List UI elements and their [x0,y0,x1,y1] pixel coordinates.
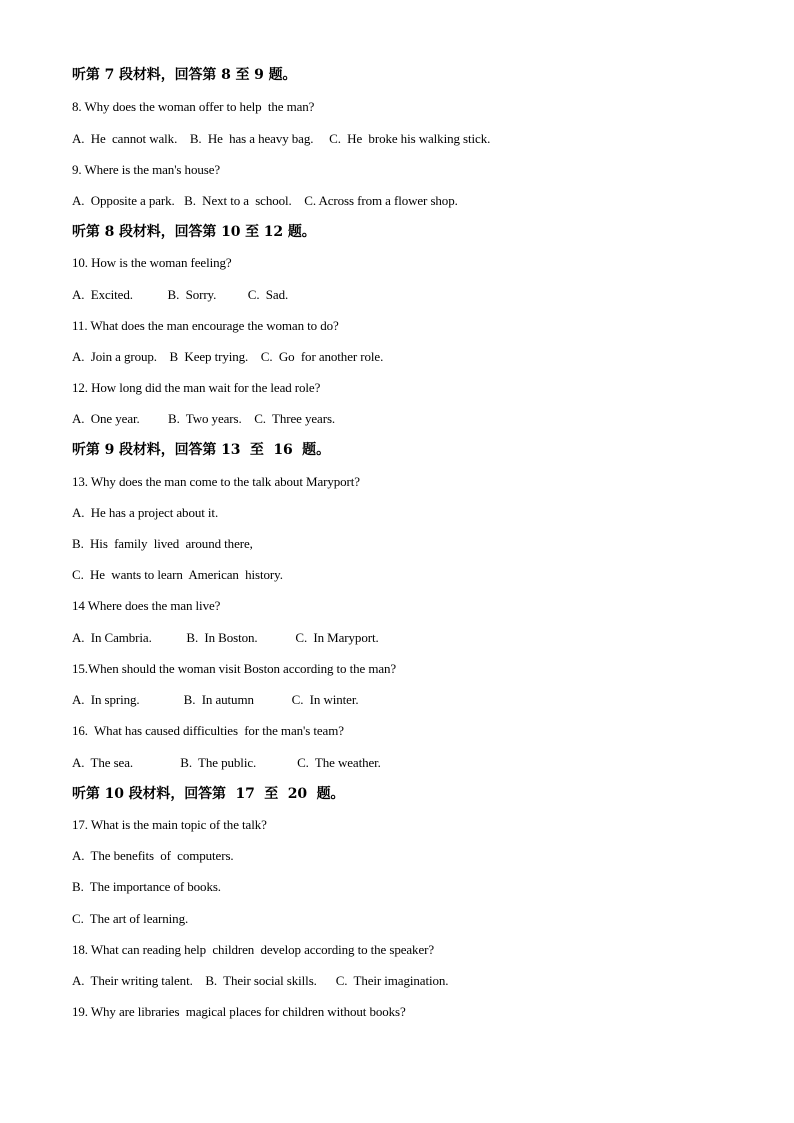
question-16-options: A. The sea. B. The public. C. The weather. [72,755,381,770]
question-17-option-b: B. The importance of books. [72,879,221,894]
section-heading-7: 听第 7 段材料，回答第 8 至 9 题。 [72,67,297,83]
question-13-option-b: B. His family lived around there, [72,536,253,551]
section-heading-8: 听第 8 段材料，回答第 10 至 12 题。 [72,224,316,240]
question-11: 11. What does the man encourage the woman to do? [72,318,339,333]
question-17-option-a: A. The benefits of computers. [72,848,234,863]
question-18: 18. What can reading help children develop according to the speaker? [72,942,435,957]
question-15-options: A. In spring. B. In autumn C. In winter. [72,692,359,707]
question-8-options: A. He cannot walk. B. He has a heavy bag. C. He broke his walking stick. [72,131,491,146]
question-15: 15.When should the woman visit Boston according to the man? [72,661,397,676]
question-9-options: A. Opposite a park. B. Next to a school. C. Across from a flower shop. [72,193,458,208]
question-9: 9. Where is the man's house? [72,162,221,177]
question-13-option-c: C. He wants to learn American history. [72,567,283,582]
question-17-option-c: C. The art of learning. [72,911,189,926]
question-14: 14 Where does the man live? [72,598,221,613]
question-17: 17. What is the main topic of the talk? [72,817,267,832]
question-14-options: A. In Cambria. B. In Boston. C. In Maryport. [72,630,379,645]
question-11-options: A. Join a group. B Keep trying. C. Go for another role. [72,349,384,364]
question-12: 12. How long did the man wait for the lead role? [72,380,321,395]
question-16: 16. What has caused difficulties for the man's team? [72,723,344,738]
question-13: 13. Why does the man come to the talk about Maryport? [72,474,360,489]
question-18-options: A. Their writing talent. B. Their social skills. C. Their imagination. [72,973,449,988]
question-19: 19. Why are libraries magical places for children without books? [72,1004,406,1019]
question-13-option-a: A. He has a project about it. [72,505,219,520]
section-heading-9: 听第 9 段材料，回答第 13 至 16 题。 [72,442,330,458]
question-10: 10. How is the woman feeling? [72,255,232,270]
question-8: 8. Why does the woman offer to help the man? [72,99,315,114]
section-heading-10: 听第 10 段材料，回答第 17 至 20 题。 [72,786,345,802]
question-10-options: A. Excited. B. Sorry. C. Sad. [72,287,289,302]
question-12-options: A. One year. B. Two years. C. Three years. [72,411,336,426]
